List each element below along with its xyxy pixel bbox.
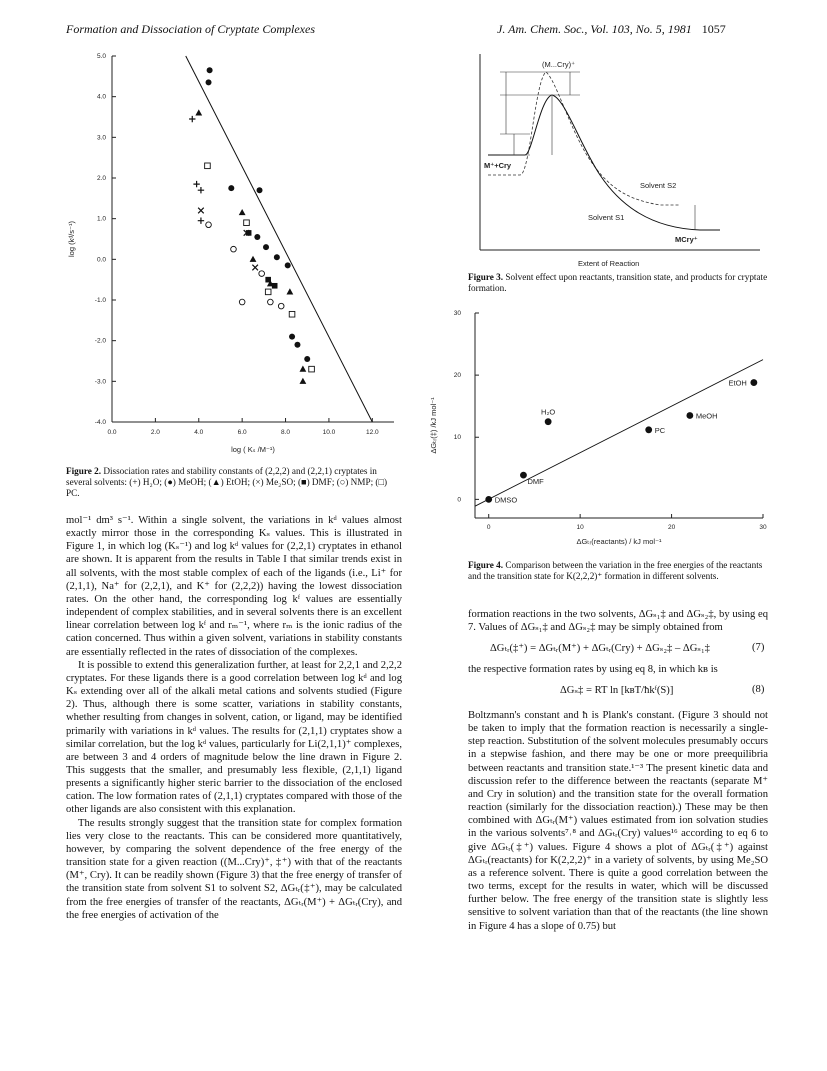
data-point-dmf bbox=[265, 277, 271, 283]
data-point bbox=[750, 379, 757, 386]
left-column-text bbox=[66, 514, 402, 922]
figure-4-caption-text: Comparison between the variation in the free energies of the reactants and the transition state for K(2,2,2)⁺ formation in different solvents. bbox=[468, 560, 763, 581]
figure-2-chart bbox=[60, 48, 400, 458]
figure-3-caption-label: Figure 3. bbox=[468, 272, 504, 282]
reactants-label: M⁺+Cry bbox=[484, 161, 512, 170]
point-label: DMSO bbox=[494, 495, 518, 505]
solvent-s2-label: Solvent S2 bbox=[640, 181, 677, 190]
page-number: 1057 bbox=[701, 22, 726, 36]
x-tick-label: 0.0 bbox=[107, 429, 117, 436]
point-label: DMF bbox=[527, 477, 544, 487]
data-point-h2o bbox=[193, 181, 199, 187]
point-label: PC bbox=[654, 425, 666, 435]
data-point-pc bbox=[244, 220, 250, 226]
data-point-meoh bbox=[257, 187, 263, 193]
equation-7: ΔGₜᵣ(‡⁺) = ΔGₜᵣ(M⁺) + ΔGₜᵣ(Cry) + ΔGₛ₂‡ – ΔGₛ₁‡ bbox=[490, 643, 710, 654]
x-tick-label: 10 bbox=[576, 524, 584, 531]
data-point-h2o bbox=[198, 218, 204, 224]
data-point bbox=[545, 418, 552, 425]
data-point-nmp bbox=[268, 299, 274, 305]
y-tick-label: -1.0 bbox=[94, 297, 106, 304]
right-column-bottom bbox=[468, 709, 768, 933]
point-label: H₂O bbox=[541, 407, 556, 417]
figure-3-caption-text: Solvent effect upon reactants, transition state, and products for cryptate formation. bbox=[468, 272, 768, 293]
x-axis-label: log ( Kₛ /M⁻¹) bbox=[231, 445, 275, 454]
data-point bbox=[485, 496, 492, 503]
data-point-etoh bbox=[286, 288, 293, 294]
data-point bbox=[686, 412, 693, 419]
figure-2-caption-label: Figure 2. bbox=[66, 466, 102, 476]
x-tick-label: 12.0 bbox=[365, 429, 379, 436]
paragraph: mol⁻¹ dm³ s⁻¹. Within a single solvent, the variations in kᵈ values almost exactly mirror those in the corresponding Kₛ values. This is illustrated in Figure 1, in which log (Kₛ⁻¹) and log kᵈ values for (2,2,1) cryptates in ethanol are shown. It is apparent from the results in Table I that similar trends exist in all solvents, with the most stable complex of each of the ligands (i.e., Li⁺ for (2,1,1), Na⁺ for (2,2,1), and K⁺ for (2,2,2)) having the lowest dissociation rates. On the other hand, the corresponding log kᶠ values are essentially independent of complex stabilities, and in several solvents there is an excellent linear correlation between log kᶠ and rₘ⁻¹, where rₘ is the ionic radius of the cation concerned. Thus within a given solvent, variations in stability constants are essentially reflected in the rates of dissociation of the complexes. bbox=[66, 515, 402, 658]
y-tick-label: 30 bbox=[453, 310, 461, 317]
y-tick-label: 0 bbox=[457, 496, 461, 504]
point-label: MeOH bbox=[695, 411, 718, 421]
y-tick-label: 5.0 bbox=[96, 53, 106, 60]
paragraph: Boltzmann's constant and ħ is Plank's constant. (Figure 3 should not be taken to imply that the formation reaction is necessarily a single-step reaction. Substitution of the solvent molecules presumably occurs in a stepwise fashion, and there may be one or more preequilibria between reactants and transition state.¹⁻³ The present kinetic data and discussion refer to the difference between the reactants (separate M⁺ and Cry in solution) and the transition state for the overall formation reaction (similarly for the dissociation reaction).) These may be then combined with ΔGₜᵣ(M⁺) values estimated from ion solvation studies in the various solvents⁷˒⁸ and ΔGₜᵣ(Cry) values¹⁶ according to eq 6 to give ΔGₜᵣ(‡⁺) values. Figure 4 shows a plot of ΔGₜᵣ(‡⁺) against ΔGₜᵣ(reactants) for K(2,2,2)⁺ in a variety of solvents, by using Me₂SO as a reference solvent. There is quite a good correlation between the two terms, except for the results in water, which will be discussed further below. The free energy of the transition state is slightly less sensitive to solvent variation than that of the reactants (the line shown in Figure 4 has a slope of 0.75) but bbox=[468, 710, 768, 932]
journal-citation: J. Am. Chem. Soc., Vol. 103, No. 5, 1981 bbox=[497, 22, 692, 36]
x-tick-label: 20 bbox=[667, 524, 676, 531]
figure-4-caption-label: Figure 4. bbox=[468, 560, 504, 570]
figure-3-caption bbox=[468, 272, 768, 294]
point-label: EtOH bbox=[728, 378, 747, 388]
data-point-meoh bbox=[304, 356, 310, 362]
x-axis-label: ΔGₜᵣ(reactants) / kJ mol⁻¹ bbox=[576, 537, 662, 546]
paragraph: formation reactions in the two solvents, ΔGₛ₁‡ and ΔGₛ₂‡, by using eq 7. Values of ΔGₛ₁‡ and ΔGₛ₂‡ may be simply obtained from bbox=[468, 609, 768, 634]
equation-8: ΔGₛ‡ = RT ln [kʙT/ħkᶠ(S)] bbox=[560, 685, 674, 696]
figure-3-diagram bbox=[470, 50, 770, 275]
data-point-h2o bbox=[198, 187, 204, 193]
data-point-meoh bbox=[294, 342, 300, 348]
figure-4-caption bbox=[468, 560, 768, 582]
y-tick-label: 1.0 bbox=[96, 215, 106, 223]
equation-7-number: (7) bbox=[752, 642, 765, 653]
ts-top-label: (M...Cry)⁺ bbox=[542, 60, 576, 69]
data-point-etoh bbox=[299, 378, 306, 384]
data-point-nmp bbox=[259, 271, 265, 277]
fit-line bbox=[186, 56, 373, 422]
data-point-meoh bbox=[263, 244, 269, 250]
y-tick-label: 2.0 bbox=[96, 175, 106, 182]
data-point-pc bbox=[205, 163, 211, 169]
data-point-dmf bbox=[246, 230, 252, 236]
data-point-meoh bbox=[254, 234, 260, 240]
y-axis-label: ΔGₜᵣ(‡) /kJ mol⁻¹ bbox=[429, 397, 438, 454]
y-tick-label: 4.0 bbox=[96, 93, 106, 101]
y-tick-label: -2.0 bbox=[94, 337, 106, 345]
right-column-mid bbox=[468, 663, 768, 676]
paragraph: The results strongly suggest that the transition state for complex formation lies very close to the reactants. This can be considered more quantitatively, however, by comparing the solvent dependence of the free energy of the transition state for a given reaction ((M...Cry)⁺, ‡⁺) with that of the reactants (M⁺, Cry). It can be readily shown (Figure 3) that the free energy of transfer of the transition state from solvent S1 to solvent S2, ΔGₜᵣ(‡⁺), may be calculated from the free energies of transfer of the reactants, ΔGₜᵣ(M⁺) + ΔGₜᵣ(Cry), and the free energies of activation of the bbox=[66, 817, 402, 921]
x-tick-label: 30 bbox=[759, 524, 767, 531]
y-axis-label: log (kᵈ/s⁻¹) bbox=[67, 221, 76, 257]
solvent-s1-curve bbox=[488, 95, 720, 230]
product-label: MCry⁺ bbox=[675, 235, 698, 244]
data-point-meoh bbox=[285, 262, 291, 268]
data-point-meoh bbox=[228, 185, 234, 191]
data-point-nmp bbox=[231, 246, 237, 252]
y-tick-label: 10 bbox=[453, 434, 461, 442]
data-point-etoh bbox=[299, 366, 306, 372]
paragraph: It is possible to extend this generalization further, at least for 2,2,1 and 2,2,2 cryptates. For these ligands there is a good correlation between log kᵈ and log Kₛ extending over all of the alkali metal cations and solvents studied (Figure 2). Thus, although there is some scatter, variations in stability constants, whether resulting from changes in solvent, cation, or ligand, may be identified primarily with variations in kᵈ values. The results for (2,1,1) cryptates show a similar correlation, but the log kᵈ values, particularly for Li(2,1,1)⁺ complexes, are between 3 and 4 orders of magnitude below the line drawn in Figure 2. This suggests that the smaller, and presumably less flexible, (2,1,1) ligand presents a significantly higher steric barrier to the dissociation of the enclosed cation. The low formation rates of (2,1,1) cryptates compared with those of the other ligands are also consistent with this explanation. bbox=[66, 659, 402, 816]
data-point-pc bbox=[265, 289, 271, 295]
data-point-h2o bbox=[189, 116, 195, 122]
fit-line bbox=[475, 360, 763, 507]
y-tick-label: -3.0 bbox=[94, 378, 106, 386]
solvent-s1-label: Solvent S1 bbox=[588, 213, 625, 222]
data-point-meoh bbox=[274, 254, 280, 260]
data-point-nmp bbox=[239, 299, 245, 305]
x-tick-label: 4.0 bbox=[194, 429, 204, 436]
data-point-me2so bbox=[252, 265, 258, 271]
figure-3-x-axis-label: Extent of Reaction bbox=[578, 259, 640, 268]
data-point-etoh bbox=[239, 209, 246, 215]
x-tick-label: 8.0 bbox=[281, 429, 291, 436]
figure-2-caption-text: Dissociation rates and stability constants of (2,2,2) and (2,2,1) cryptates in several solvents: (+) H₂O; (●) MeOH; (▲) EtOH; (×) Me₂SO; (■) DMF; (○) NMP; (□) PC. bbox=[66, 466, 388, 498]
data-point-dmf bbox=[272, 283, 278, 289]
data-point-meoh bbox=[207, 67, 213, 73]
equation-8-number: (8) bbox=[752, 684, 765, 695]
data-point-meoh bbox=[206, 79, 212, 85]
data-point-etoh bbox=[195, 109, 202, 115]
x-tick-label: 0 bbox=[486, 524, 491, 531]
data-point-meoh bbox=[289, 334, 295, 340]
x-tick-label: 6.0 bbox=[237, 429, 247, 436]
data-point bbox=[520, 472, 527, 479]
data-point-pc bbox=[289, 311, 295, 317]
right-column-top bbox=[468, 608, 768, 634]
data-point-etoh bbox=[250, 256, 257, 262]
y-tick-label: 3.0 bbox=[96, 134, 106, 142]
data-point bbox=[645, 426, 652, 433]
y-tick-label: 0.0 bbox=[96, 256, 106, 264]
data-point-nmp bbox=[278, 303, 284, 309]
running-header-left: Formation and Dissociation of Cryptate Complexes bbox=[66, 22, 315, 36]
figure-2-caption bbox=[66, 466, 402, 499]
data-point-pc bbox=[309, 366, 315, 372]
running-header-right bbox=[497, 22, 726, 37]
data-point-nmp bbox=[206, 222, 212, 228]
x-tick-label: 2.0 bbox=[150, 429, 160, 436]
data-point-me2so bbox=[198, 208, 204, 214]
figure-4-chart bbox=[420, 305, 780, 545]
x-tick-label: 10.0 bbox=[322, 429, 336, 436]
paragraph: the respective formation rates by using eq 8, in which kʙ is bbox=[468, 664, 718, 675]
y-tick-label: 20 bbox=[453, 372, 461, 380]
y-tick-label: -4.0 bbox=[94, 419, 106, 426]
